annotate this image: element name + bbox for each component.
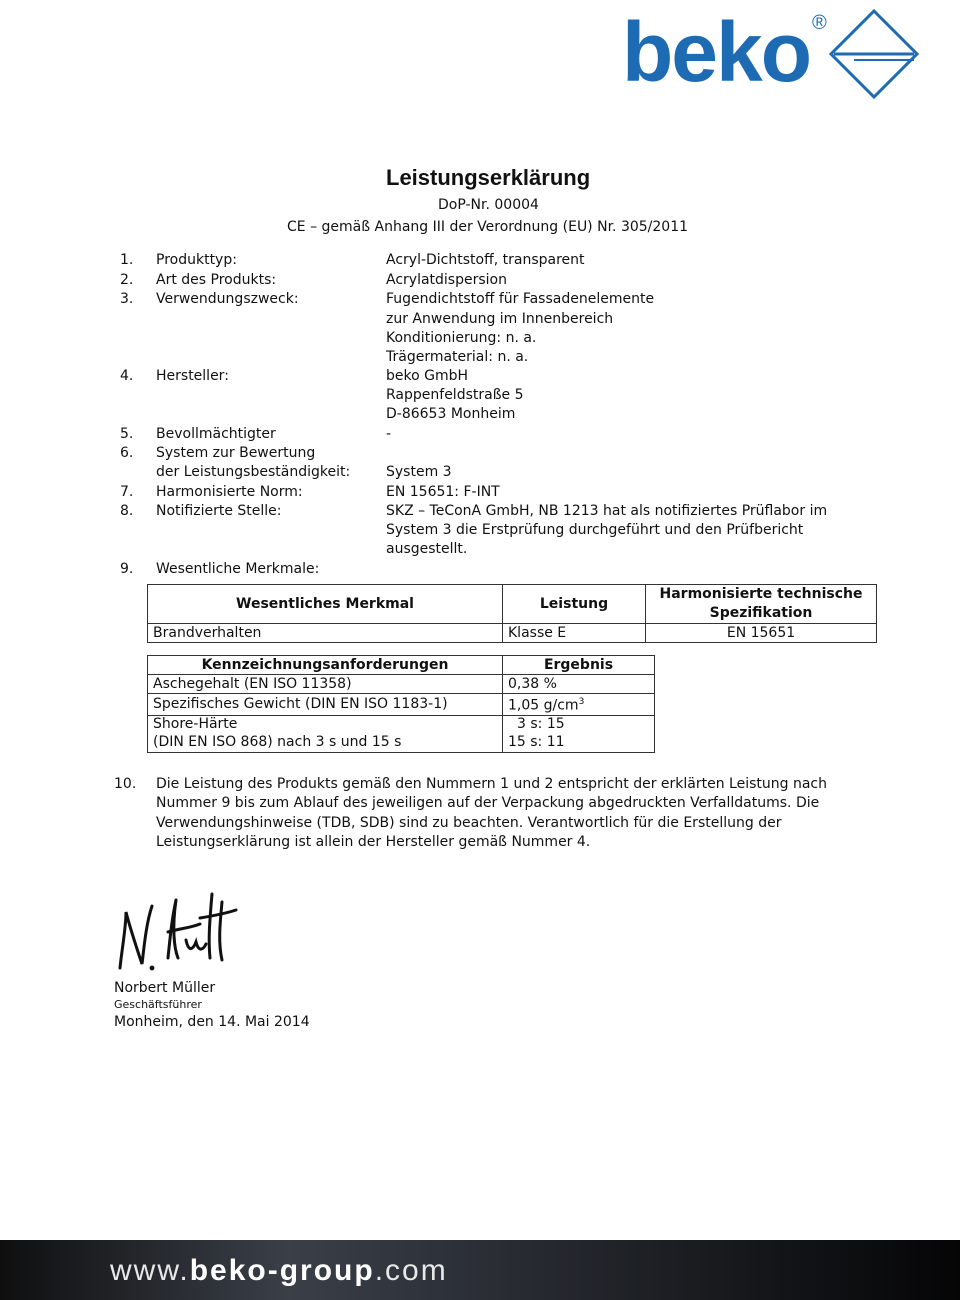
page-title: Leistungserklärung <box>386 165 591 190</box>
table-row <box>148 694 655 716</box>
header-line: Spezifikation <box>709 605 813 621</box>
item-value: Acrylatdispersion <box>386 272 507 288</box>
ce-regulation: CE – gemäß Anhang III der Verordnung (EU) Nr. 305/2011 <box>287 219 689 235</box>
item-number: 5. <box>120 426 134 442</box>
item-number: 3. <box>120 291 134 307</box>
item-label: Produkttyp: <box>156 252 237 268</box>
item-label: System zur Bewertung <box>156 445 316 461</box>
table-cell: Aschegehalt (EN ISO 11358) <box>148 675 503 694</box>
table-cell: EN 15651 <box>646 624 877 643</box>
item-value: - <box>386 426 392 442</box>
item-number: 10. <box>114 776 137 792</box>
item-number: 1. <box>120 252 134 268</box>
item-value: Rappenfeldstraße 5 <box>386 387 524 403</box>
table-cell: Klasse E <box>503 624 646 643</box>
header-cell: Kennzeichnungsanforderungen <box>148 656 503 675</box>
item-value: System 3 <box>386 464 452 480</box>
item-label: Hersteller: <box>156 368 229 384</box>
item-label: Art des Produkts: <box>156 272 277 288</box>
item-label: Wesentliche Merkmale: <box>156 561 320 577</box>
table-row <box>148 624 877 643</box>
item-text-line: Die Leistung des Produkts gemäß den Nummern 1 und 2 entspricht der erklärten Leistung nach <box>156 776 827 792</box>
signer-role: Geschäftsführer <box>114 998 202 1011</box>
item-number: 4. <box>120 368 134 384</box>
item-label: Harmonisierte Norm: <box>156 484 303 500</box>
table-row <box>148 715 655 734</box>
header-cell: Wesentliches Merkmal <box>148 585 503 624</box>
header-line: Harmonisierte technische <box>659 586 863 602</box>
registered-mark: ® <box>812 12 827 34</box>
footer-www: www. <box>110 1254 190 1287</box>
table-cell <box>503 694 655 716</box>
handwritten-signature <box>112 888 242 974</box>
item-text-line: Verwendungshinweise (TDB, SDB) sind zu beachten. Verantwortlich für die Erstellung der <box>156 815 782 831</box>
item-value: EN 15651: F-INT <box>386 484 500 500</box>
item-value: zur Anwendung im Innenbereich <box>386 311 614 327</box>
header-cell <box>646 585 877 624</box>
table-row <box>148 734 655 753</box>
item-value: System 3 die Erstprüfung durchgeführt und den Prüfbericht <box>386 522 804 538</box>
table-header-row <box>148 656 655 675</box>
item-number: 2. <box>120 272 134 288</box>
footer-website <box>110 1254 448 1288</box>
table-row <box>148 675 655 694</box>
item-label-line2: der Leistungsbeständigkeit: <box>156 464 351 480</box>
signer-name: Norbert Müller <box>114 980 216 996</box>
item-label: Verwendungszweck: <box>156 291 299 307</box>
item-number: 7. <box>120 484 134 500</box>
dop-number: DoP-Nr. 00004 <box>438 197 539 213</box>
footer-brand: beko-group <box>189 1254 375 1287</box>
item-number: 9. <box>120 561 134 577</box>
footer-bar <box>0 1240 960 1300</box>
header-cell: Ergebnis <box>503 656 655 675</box>
table-cell: (DIN EN ISO 868) nach 3 s und 15 s <box>148 734 503 753</box>
table-header-row <box>148 585 877 624</box>
brand-logo-text: beko <box>622 5 811 99</box>
item-value: Fugendichtstoff für Fassadenelemente <box>386 291 655 307</box>
table-cell: Shore-Härte <box>148 715 503 734</box>
place-date: Monheim, den 14. Mai 2014 <box>114 1014 310 1030</box>
item-number: 6. <box>120 445 134 461</box>
table-cell: Spezifisches Gewicht (DIN EN ISO 1183-1) <box>148 694 503 716</box>
item-value: Konditionierung: n. a. <box>386 330 537 346</box>
table-cell: 0,38 % <box>503 675 655 694</box>
table-cell: 15 s: 11 <box>503 734 655 753</box>
marking-requirements-table <box>147 655 655 753</box>
item-value: SKZ – TeConA GmbH, NB 1213 hat als notifiziertes Prüflabor im <box>386 503 828 519</box>
essential-characteristics-table <box>147 584 877 643</box>
superscript: 3 <box>578 697 585 707</box>
header-cell: Leistung <box>503 585 646 624</box>
footer-tld: .com <box>374 1254 448 1287</box>
table-cell: Brandverhalten <box>148 624 503 643</box>
item-value: Acryl-Dichtstoff, transparent <box>386 252 585 268</box>
brand-logo-diamond-icon <box>828 8 920 100</box>
item-label: Notifizierte Stelle: <box>156 503 282 519</box>
item-value: beko GmbH <box>386 368 469 384</box>
result-value: 1,05 g/cm <box>508 697 579 714</box>
item-text-line: Leistungserklärung ist allein der Hersteller gemäß Nummer 4. <box>156 834 591 850</box>
item-value: ausgestellt. <box>386 541 468 557</box>
item-value: Trägermaterial: n. a. <box>386 349 529 365</box>
item-value: D-86653 Monheim <box>386 406 516 422</box>
item-text-line: Nummer 9 bis zum Ablauf des jeweiligen auf der Verpackung abgedruckten Verfalldatums. Die <box>156 795 820 811</box>
item-label: Bevollmächtigter <box>156 426 276 442</box>
table-cell: 3 s: 15 <box>503 715 655 734</box>
item-number: 8. <box>120 503 134 519</box>
